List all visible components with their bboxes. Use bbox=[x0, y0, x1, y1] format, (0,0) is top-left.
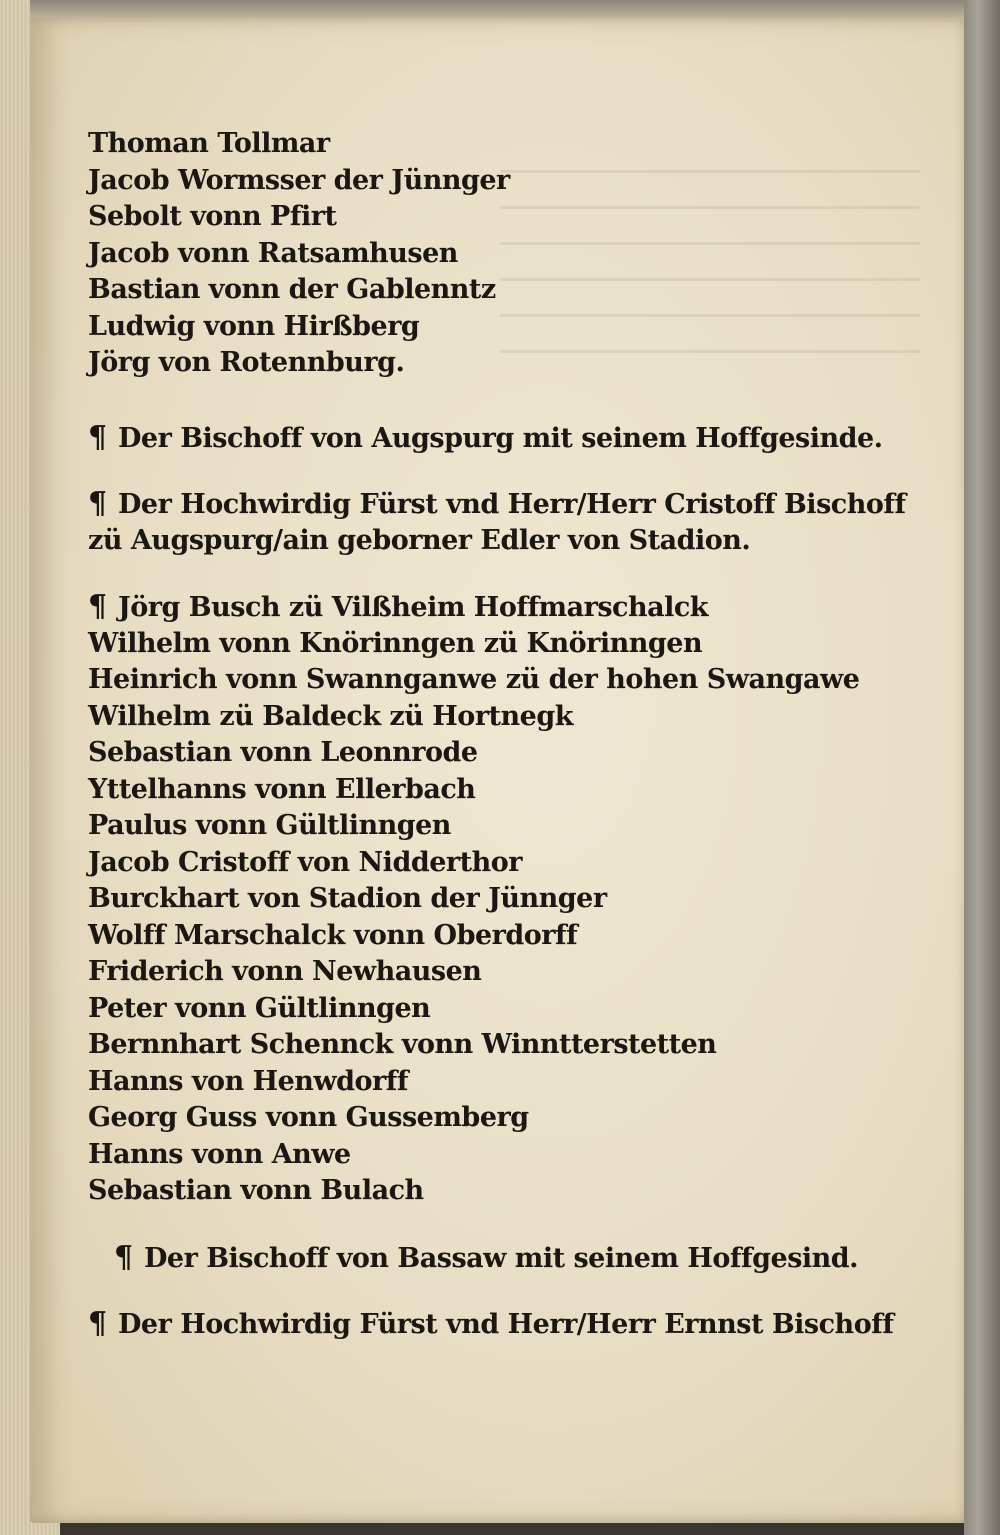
text-line: Wolff Marschalck vonn Oberdorff bbox=[88, 919, 578, 951]
paragraph-line bbox=[88, 1306, 948, 1343]
text-line: Jörg von Rotennburg. bbox=[88, 347, 405, 378]
text-line: Jacob Cristoff von Nidderthor bbox=[88, 846, 522, 878]
text-line: Jacob vonn Ratsamhusen bbox=[88, 237, 458, 269]
text-line: Jacob Wormsser der Jünnger bbox=[88, 164, 510, 196]
section-heading bbox=[88, 1240, 948, 1277]
text-line: zü Augspurg/ain geborner Edler von Stadion. bbox=[88, 524, 751, 556]
text-line: Sebastian vonn Leonnrode bbox=[88, 737, 478, 768]
text-line: Georg Guss vonn Gussemberg bbox=[88, 1102, 529, 1133]
text-line: Paulus vonn Gültlinngen bbox=[88, 810, 451, 841]
paragraph-line bbox=[88, 589, 948, 626]
text-line: Bastian vonn der Gablenntz bbox=[88, 274, 496, 305]
pilcrow-icon: ¶ bbox=[88, 1306, 107, 1341]
paragraph-text: Der Hochwirdig Fürst vnd Herr/Herr Cristoff Bischoff bbox=[118, 489, 906, 520]
text-line: Wilhelm vonn Knörinngen zü Knörinngen bbox=[88, 627, 703, 659]
text-line: Sebolt vonn Pfirt bbox=[88, 201, 337, 232]
pilcrow-icon: ¶ bbox=[88, 486, 107, 521]
facing-page-edge bbox=[964, 0, 1000, 1535]
paragraph-line bbox=[88, 486, 948, 523]
text-line: Burckhart von Stadion der Jünnger bbox=[88, 883, 607, 914]
section-heading-text: Der Bischoff von Augspurg mit seinem Hoffgesinde. bbox=[118, 422, 883, 454]
pilcrow-icon: ¶ bbox=[88, 419, 107, 455]
text-line: Thoman Tollmar bbox=[88, 128, 330, 159]
text-line: Bernnhart Schennck vonn Winntterstetten bbox=[88, 1029, 717, 1060]
text-line: Ludwig vonn Hirßberg bbox=[88, 310, 420, 342]
paragraph-text: Jörg Busch zü Vilßheim Hoffmarschalck bbox=[118, 592, 709, 623]
text-line: Sebastian vonn Bulach bbox=[88, 1175, 424, 1206]
text-line: Hanns von Henwdorff bbox=[88, 1065, 408, 1097]
section-heading-text: Der Bischoff von Bassaw mit seinem Hoffgesind. bbox=[144, 1242, 859, 1274]
pilcrow-icon: ¶ bbox=[114, 1239, 133, 1275]
text-line: Yttelhanns vonn Ellerbach bbox=[88, 773, 476, 805]
text-line: Hanns vonn Anwe bbox=[88, 1138, 351, 1170]
paragraph-text: Der Hochwirdig Fürst vnd Herr/Herr Ernnst Bischoff bbox=[118, 1309, 894, 1340]
text-line: Friderich vonn Newhausen bbox=[88, 956, 482, 987]
text-line: Wilhelm zü Baldeck zü Hortnegk bbox=[88, 700, 573, 732]
pilcrow-icon: ¶ bbox=[88, 589, 107, 624]
page-text bbox=[88, 126, 948, 1343]
text-line: Peter vonn Gültlinngen bbox=[88, 992, 431, 1024]
text-line: Heinrich vonn Swannganwe zü der hohen Swangawe bbox=[88, 664, 860, 695]
section-heading bbox=[88, 420, 948, 457]
